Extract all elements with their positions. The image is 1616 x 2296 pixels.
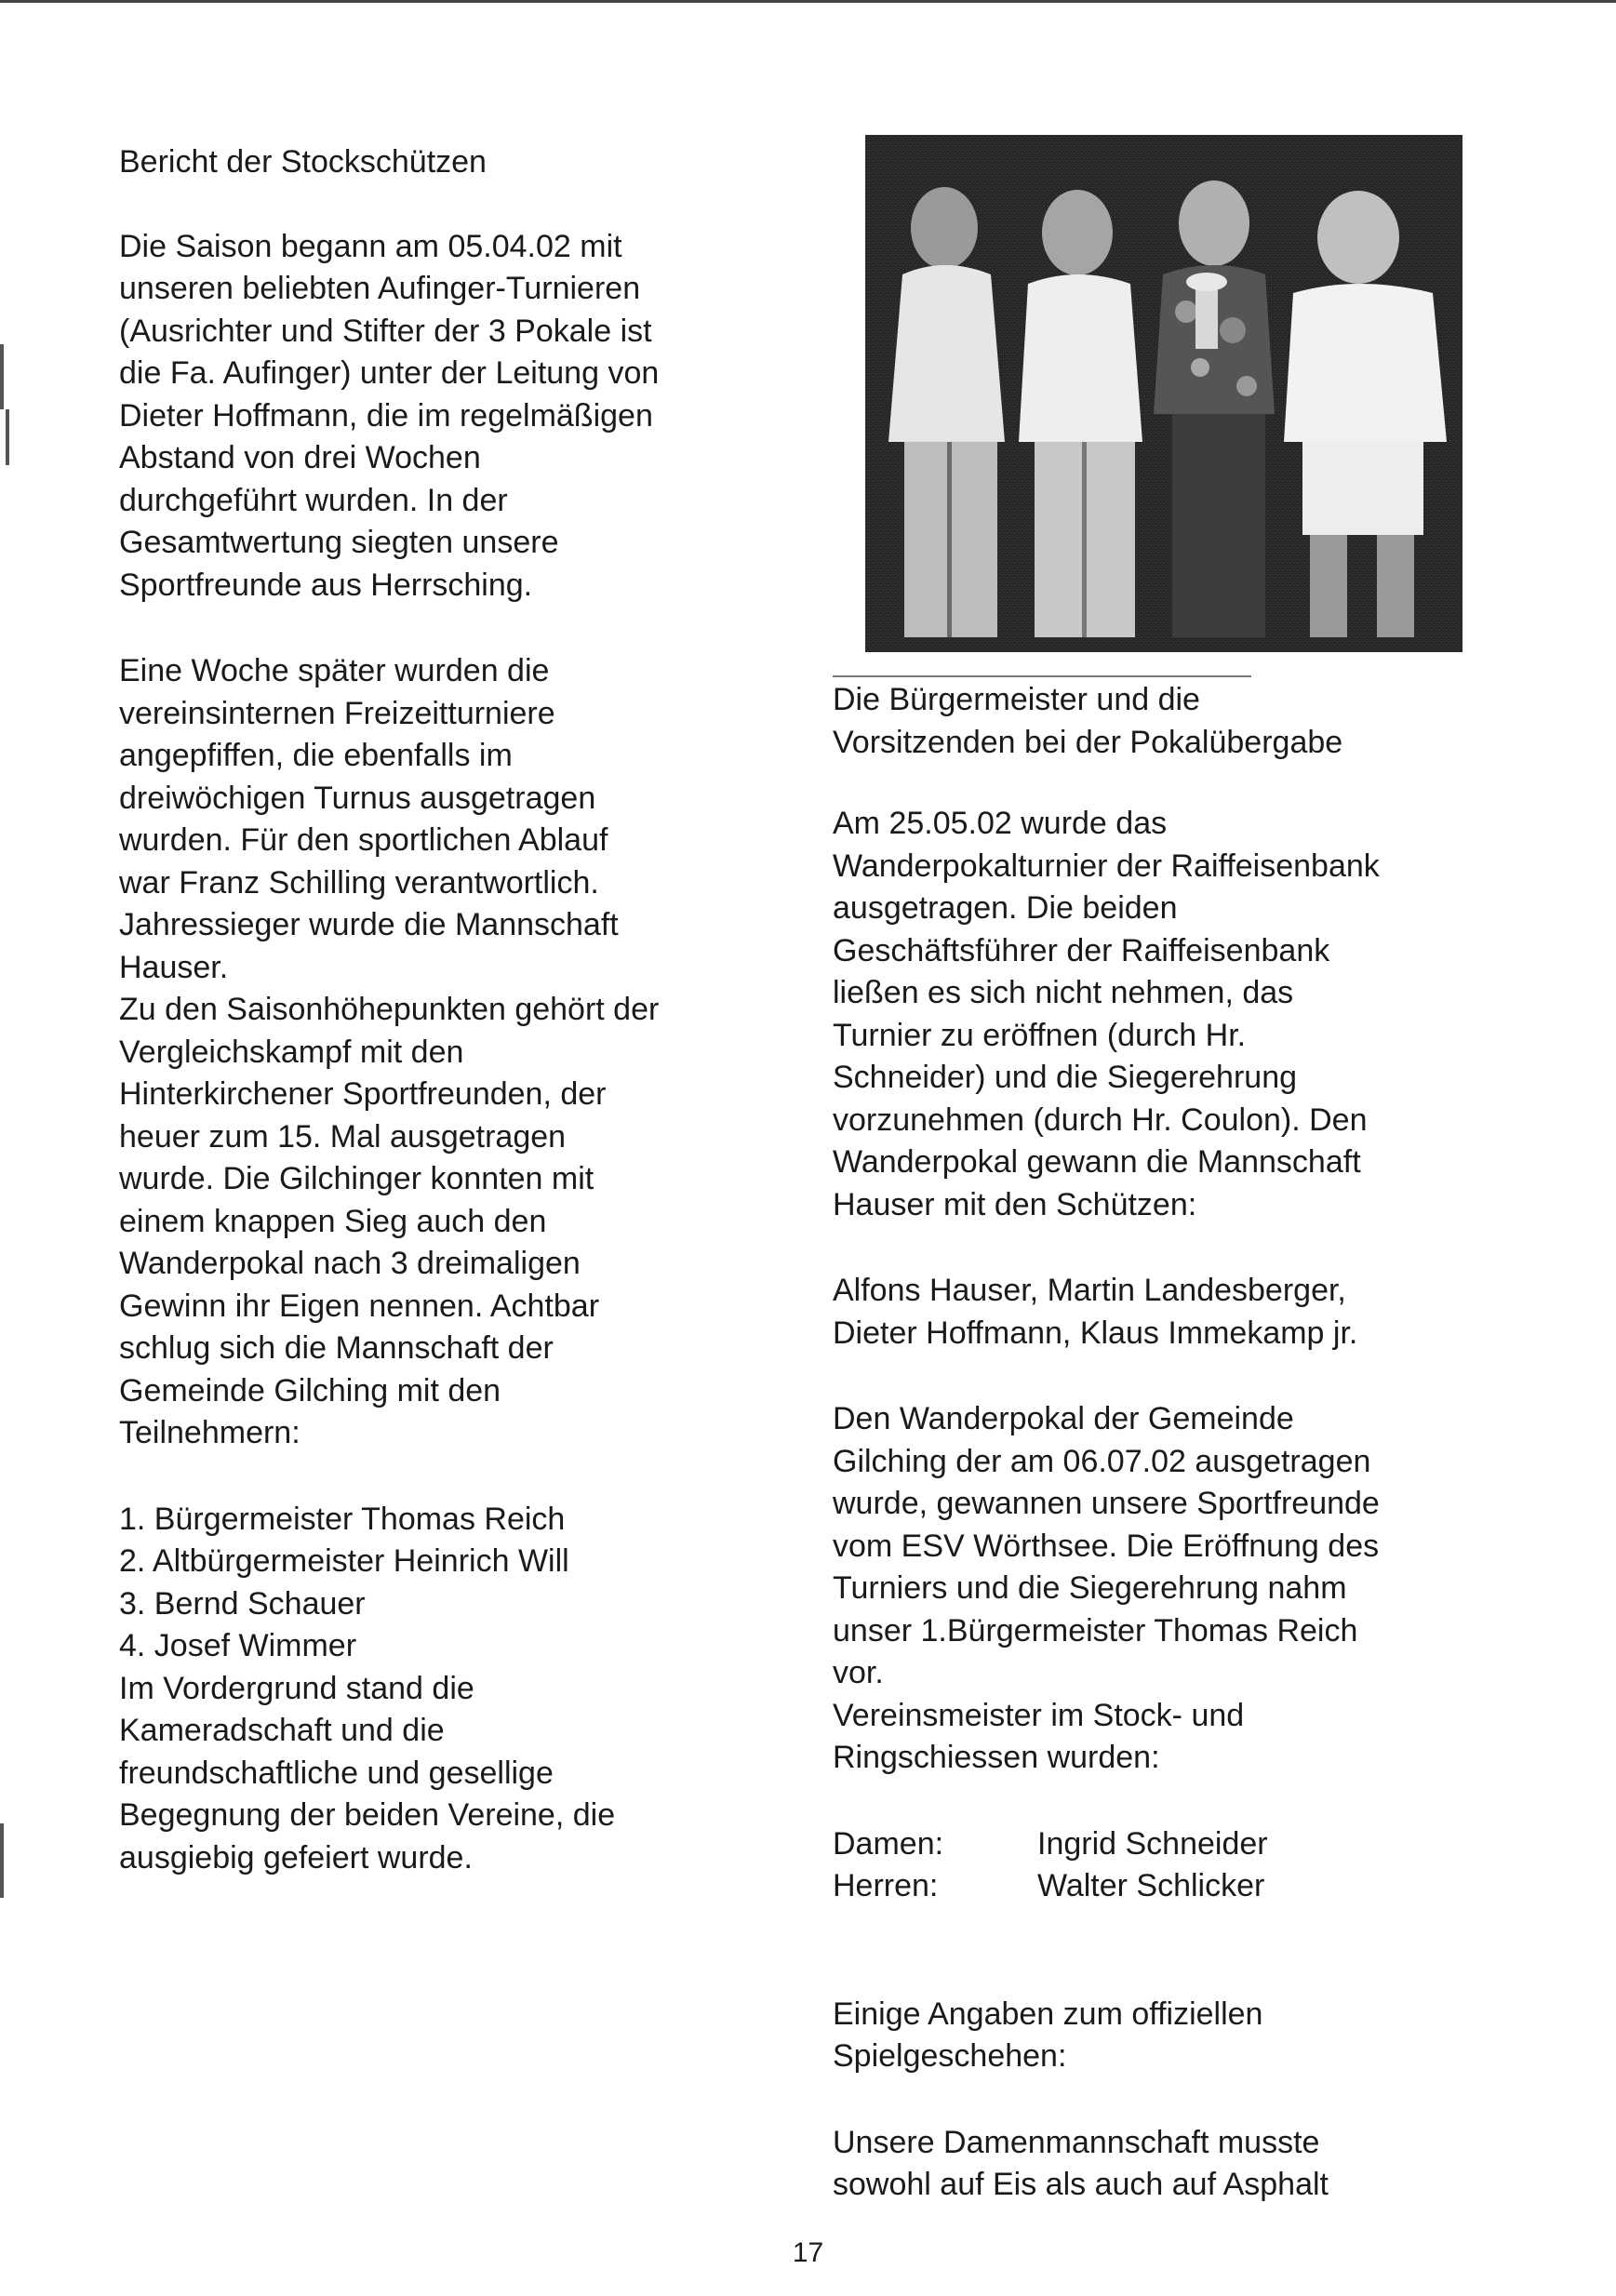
text-line: Dieter Hoffmann, Klaus Immekamp jr.: [833, 1315, 1358, 1351]
text-line: Gesamtwertung siegten unsere: [119, 525, 559, 560]
paragraph-team-members: [833, 1270, 1502, 1355]
text-line: vor.: [833, 1655, 884, 1690]
text-line: Turniers und die Siegerehrung nahm: [833, 1570, 1347, 1606]
text-line: unseren beliebten Aufinger-Turnieren: [119, 271, 641, 306]
right-column: [833, 803, 1502, 2207]
article-title: Bericht der Stockschützen: [119, 144, 487, 180]
text-line: ausgiebig gefeiert wurde.: [119, 1839, 473, 1876]
text-line: freundschaftliche und gesellige: [119, 1755, 554, 1791]
text-line: war Franz Schilling verantwortlich.: [119, 864, 599, 901]
text-line: Alfons Hauser, Martin Landesberger,: [833, 1273, 1346, 1308]
text-line: wurden. Für den sportlichen Ablauf: [119, 822, 608, 858]
text-line: sowohl auf Eis als auch auf Asphalt: [833, 2167, 1329, 2202]
text-line: Sportfreunde aus Herrsching.: [119, 567, 533, 603]
text-line: Schneider) und die Siegerehrung: [833, 1060, 1298, 1095]
text-line: Am 25.05.02 wurde das: [833, 806, 1168, 841]
champion-label: Damen:: [833, 1825, 944, 1862]
page-number: 17: [792, 2237, 824, 2268]
text-line: Gemeinde Gilching mit den: [119, 1372, 501, 1408]
text-line: vom ESV Wörthsee. Die Eröffnung des: [833, 1528, 1380, 1564]
text-line: Geschäftsführer der Raiffeisenbank: [833, 932, 1330, 968]
paragraph-women-team: [833, 2122, 1502, 2207]
text-line: wurde, gewannen unsere Sportfreunde: [833, 1486, 1380, 1521]
text-line: Wanderpokalturnier der Raiffeisenbank: [833, 848, 1380, 884]
caption-rule: [833, 675, 1251, 677]
caption-line: Vorsitzenden bei der Pokalübergabe: [833, 724, 1343, 760]
text-line: dreiwöchigen Turnus ausgetragen: [119, 780, 596, 816]
text-line: Einige Angaben zum offiziellen: [833, 1996, 1263, 2032]
list-item: 1. Bürgermeister Thomas Reich: [119, 1501, 566, 1537]
text-line: Hinterkirchener Sportfreunden, der: [119, 1076, 607, 1112]
margin-scan-mark: [0, 1823, 4, 1898]
page-top-edge: [0, 0, 1616, 3]
text-line: Zu den Saisonhöhepunkten gehört der: [119, 992, 660, 1027]
text-line: Im Vordergrund stand die: [119, 1670, 474, 1706]
text-line: Gewinn ihr Eigen nennen. Achtbar: [119, 1288, 600, 1324]
text-line: Eine Woche später wurden die: [119, 653, 550, 688]
text-line: Ringschiessen wurden:: [833, 1740, 1160, 1775]
text-line: wurde. Die Gilchinger konnten mit: [119, 1161, 594, 1196]
text-line: angepfiffen, die ebenfalls im: [119, 738, 513, 773]
text-line: unser 1.Bürgermeister Thomas Reich: [833, 1612, 1358, 1649]
text-line: heuer zum 15. Mal ausgetragen: [119, 1118, 567, 1155]
text-line: Die Saison begann am 05.04.02 mit: [119, 228, 622, 264]
list-item: 3. Bernd Schauer: [119, 1585, 366, 1622]
text-line: Spielgeschehen:: [833, 2038, 1067, 2074]
text-line: Unsere Damenmannschaft musste: [833, 2124, 1320, 2160]
text-line: Turnier zu eröffnen (durch Hr.: [833, 1017, 1247, 1053]
list-item: 2. Altbürgermeister Heinrich Will: [119, 1543, 569, 1579]
text-line: vereinsinternen Freizeitturniere: [119, 695, 555, 731]
text-line: durchgeführt wurden. In der: [119, 482, 508, 518]
photo-illustration: [865, 135, 1462, 652]
paragraph-community-cup: [833, 1398, 1502, 1780]
caption-line: Die Bürgermeister und die: [833, 682, 1200, 717]
text-line: Vereinsmeister im Stock- und: [833, 1697, 1245, 1733]
text-line: Jahressieger wurde die Mannschaft: [119, 907, 619, 942]
text-line: Abstand von drei Wochen: [119, 440, 481, 475]
text-line: Dieter Hoffmann, die im regelmäßigen: [119, 397, 653, 434]
margin-scan-mark: [6, 409, 9, 465]
text-line: schlug sich die Mannschaft der: [119, 1330, 554, 1366]
text-line: vorzunehmen (durch Hr. Coulon). Den: [833, 1101, 1368, 1138]
text-line: Hauser.: [119, 949, 229, 985]
paragraph-official-games: [833, 1994, 1502, 2078]
text-line: Begegnung der beiden Vereine, die: [119, 1797, 616, 1833]
champion-name: Walter Schlicker: [1037, 1868, 1265, 1903]
text-line: die Fa. Aufinger) unter der Leitung von: [119, 355, 660, 391]
text-line: Vergleichskampf mit den: [119, 1034, 464, 1070]
text-line: (Ausrichter und Stifter der 3 Pokale ist: [119, 313, 652, 349]
text-line: ließen es sich nicht nehmen, das: [833, 975, 1294, 1010]
club-champions-table: [833, 1823, 1502, 1908]
text-line: Wanderpokal nach 3 dreimaligen: [119, 1246, 581, 1281]
group-photo: [865, 135, 1462, 652]
text-line: Wanderpokal gewann die Mannschaft: [833, 1144, 1361, 1180]
photo-caption: [833, 679, 1502, 764]
text-line: Hauser mit den Schützen:: [833, 1186, 1197, 1222]
text-line: Gilching der am 06.07.02 ausgetragen: [833, 1443, 1371, 1479]
text-line: Kameradschaft und die: [119, 1713, 445, 1748]
text-line: Den Wanderpokal der Gemeinde: [833, 1401, 1294, 1436]
champion-label: Herren:: [833, 1868, 939, 1903]
text-line: ausgetragen. Die beiden: [833, 890, 1178, 926]
text-line: Teilnehmern:: [119, 1415, 300, 1450]
list-item: 4. Josef Wimmer: [119, 1628, 357, 1663]
left-column: [119, 141, 761, 1879]
paragraph-leisure-tournaments: [119, 650, 761, 1455]
paragraph-participants: [119, 1499, 761, 1880]
margin-scan-mark: [0, 344, 4, 409]
paragraph-season-start: [119, 226, 761, 607]
paragraph-raiffeisen-tournament: [833, 803, 1502, 1226]
champion-name: Ingrid Schneider: [1037, 1825, 1268, 1862]
text-line: einem knappen Sieg auch den: [119, 1203, 547, 1239]
